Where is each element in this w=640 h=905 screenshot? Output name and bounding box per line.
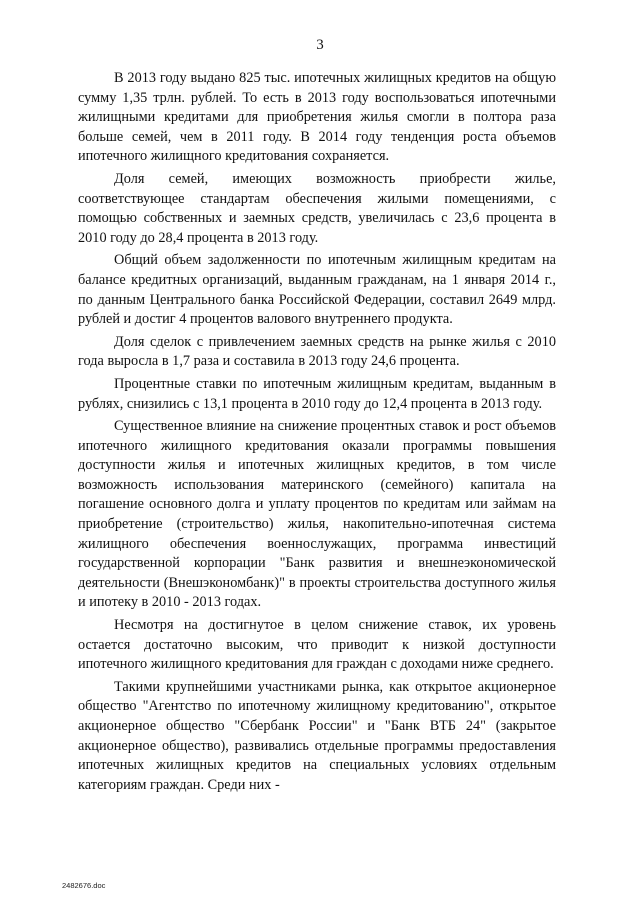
paragraph-interest-rates: Процентные ставки по ипотечным жилищным кредитам, выданным в рублях, снизились с 13,1 процента в 2010 году до 12,4 процента в 2013 году.	[78, 375, 556, 412]
paragraph-influencing-programs: Существенное влияние на снижение процентных ставок и рост объемов ипотечного жилищного кредитования оказали программы повышения доступности жилья и ипотечных жилищных кредитов, в том числе возможность использования материнского (семейного) капитала на погашение основного долга и уплату процентов по кредитам или займам на приобретение (строительство) жилья, накопительно-ипотечная система жилищного обеспечения военнослужащих, программа инвестиций государственной корпорации "Банк развития и внешнеэкономической деятельности (Внешэкономбанк)" в проекты строительства доступного жилья и ипотеку в 2010 - 2013 годах.	[78, 418, 556, 611]
paragraph-debt-volume: Общий объем задолженности по ипотечным жилищным кредитам на балансе кредитных организаций, выданным гражданам, на 1 января 2014 г., по данным Центрального банка Российской Федерации, составил 2649 млрд. рублей и достиг 4 процентов валового внутреннего продукта.	[78, 252, 556, 328]
paragraph-market-participants: Такими крупнейшими участниками рынка, как открытое акционерное общество "Агентство по ипотечному жилищному кредитованию", открытое акционерное общество "Сбербанк России" и "Банк ВТБ 24" (закрытое акционерное общество), развивались отдельные программы предоставления ипотечных жилищных кредитов на специальных условиях отдельным категориям граждан. Среди них -	[78, 678, 556, 793]
paragraph-high-rates: Несмотря на достигнутое в целом снижение ставок, их уровень остается достаточно высоким, что приводит к низкой доступности ипотечного жилищного кредитования для граждан с доходами ниже среднего.	[78, 617, 556, 673]
paragraph-mortgage-volume-2013: В 2013 году выдано 825 тыс. ипотечных жилищных кредитов на общую сумму 1,35 трлн. рублей. То есть в 2013 году воспользоваться ипотечными жилищными кредитами для приобретения жилья смогли в полтора раза больше семей, чем в 2011 году. В 2014 году тенденция роста объемов ипотечного жилищного кредитования сохраняется.	[78, 70, 556, 165]
paragraph-families-affordability: Доля семей, имеющих возможность приобрести жилье, соответствующее стандартам обеспечения жилыми помещениями, с помощью собственных и заемных средств, увеличилась с 23,6 процента в 2010 году до 28,4 процента в 2013 году.	[78, 170, 556, 246]
page-number: 3	[316, 37, 324, 53]
footer-filename: 2482676.doc	[62, 881, 106, 890]
paragraph-loan-deals-share: Доля сделок с привлечением заемных средств на рынке жилья с 2010 года выросла в 1,7 раза и составила в 2013 году 24,6 процента.	[78, 333, 556, 370]
document-body	[78, 69, 556, 798]
